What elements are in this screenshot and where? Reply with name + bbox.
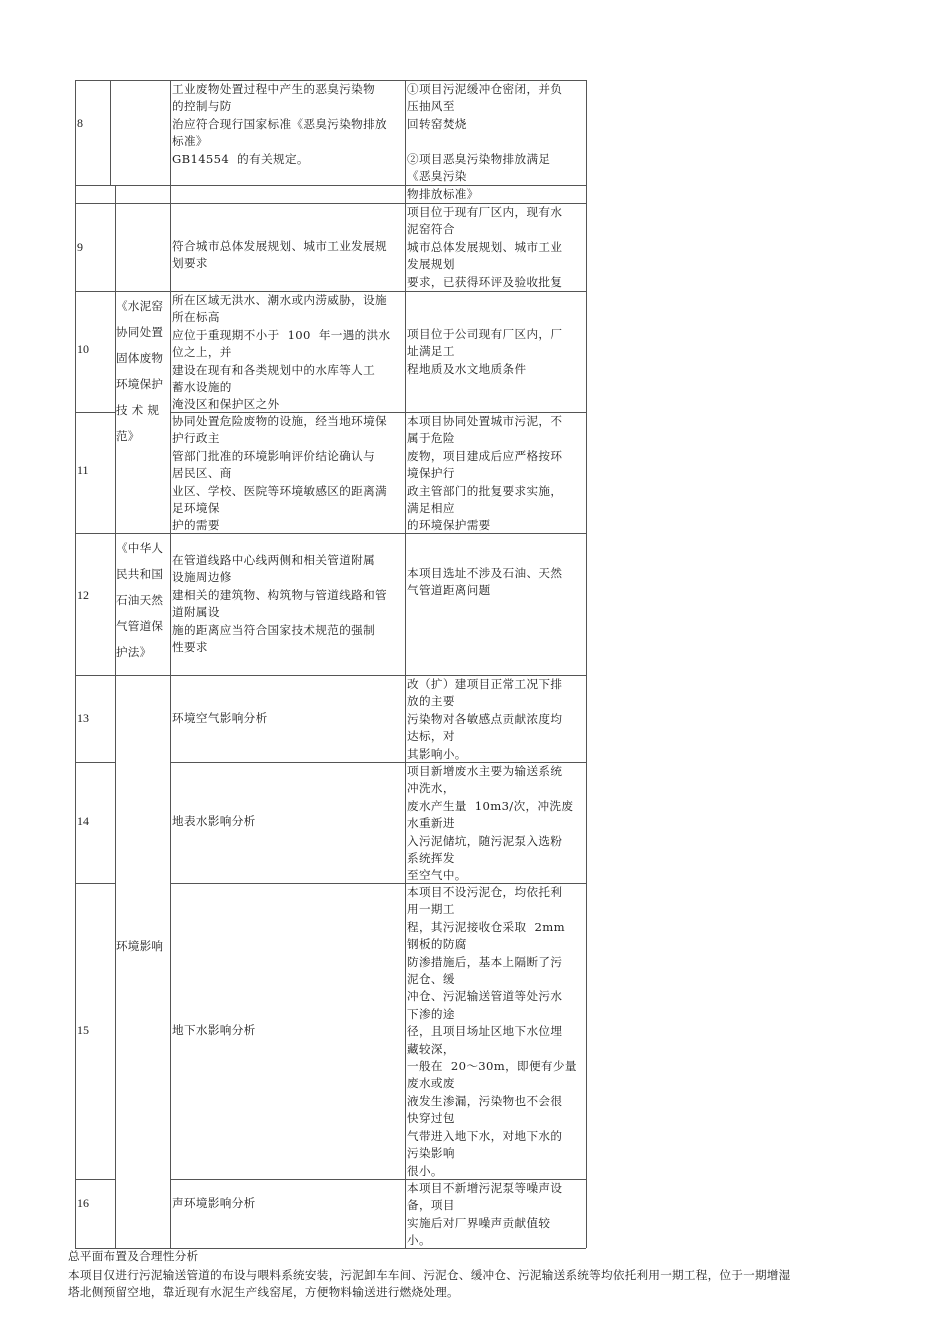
category-env-impact: 环境影响: [116, 939, 164, 953]
table-line: [75, 80, 76, 1248]
status-cell: 本项目选址不涉及石油、天然 气管道距离问题: [407, 566, 563, 598]
status-cell: ②项目恶臭污染物排放满足 《恶臭污染 物排放标准》: [407, 152, 551, 201]
row-number: 14: [77, 814, 89, 828]
table-line: [170, 80, 171, 1248]
requirement-cell: 地表水影响分析: [172, 814, 256, 828]
requirement-cell: 所在区域无洪水、潮水或内涝威胁，设施 所在标高 应位于重现期不小于 100 年一遇的洪水 位之上，并 建设在现有和各类规划中的水库等人工 蓄水设施的 淹没区和保护区之外: [172, 293, 391, 412]
row-number: 9: [77, 240, 83, 254]
row-number: 11: [77, 463, 89, 477]
status-cell: 本项目协同处置城市污泥，不 属于危险 废物，项目建成后应严格按环 境保护行 政主管部门的批复要求实施， 满足相应 的环境保护需要: [407, 414, 563, 533]
paragraph-line: 本项目仅进行污泥输送管道的布设与喂料系统安装，污泥卸车车间、污泥仓、缓冲仓、污泥输送系统等均依托利用一期工程，位于一期增湿: [68, 1268, 791, 1282]
row-number: 16: [77, 1196, 89, 1210]
requirement-cell: 符合城市总体发展规划、城市工业发展规 划要求: [172, 239, 387, 271]
status-cell: 本项目不新增污泥泵等噪声设 备，项目 实施后对厂界噪声贡献值较 小。: [407, 1181, 563, 1248]
paragraph-line: 塔北侧预留空地，靠近现有水泥生产线窑尾，方便物料输送进行燃烧处理。: [68, 1285, 459, 1299]
requirement-cell: 工业废物处置过程中产生的恶臭污染物 的控制与防 治应符合现行国家标准《恶臭污染物排放 标准》 GB14554 的有关规定。: [172, 82, 387, 166]
row-number: 8: [77, 116, 83, 130]
table-line: [405, 80, 406, 1248]
requirement-cell: 声环境影响分析: [172, 1196, 256, 1210]
table-line: [586, 80, 587, 1248]
requirement-cell: 在管道线路中心线两侧和相关管道附属 设施周边修 建相关的建筑物、构筑物与管道线路和管 道附属设 施的距离应当符合国家技术规范的强制 性要求: [172, 553, 387, 655]
requirement-cell: 协同处置危险废物的设施，经当地环境保 护行政主 管部门批准的环境影响评价结论确认与 居民区、商 业区、学校、医院等环境敏感区的距离满 足环境保 护的需要: [172, 414, 387, 533]
row-number: 12: [77, 588, 89, 602]
section-heading: 总平面布置及合理性分析: [68, 1249, 199, 1263]
table-line: [75, 412, 115, 413]
row-number: 15: [77, 1023, 89, 1037]
requirement-cell: 地下水影响分析: [172, 1023, 256, 1037]
status-cell: 项目位于公司现有厂区内，厂 址满足工 程地质及水文地质条件: [407, 327, 563, 376]
table-line: [75, 1179, 115, 1180]
status-cell: 项目位于现有厂区内，现有水 泥窑符合 城市总体发展规划、城市工业 发展规划 要求，已获得环评及验收批复: [407, 205, 563, 289]
category-cement-kiln-spec: 《水泥窑 协同处置 固体废物 环境保护 技 术 规 范》: [116, 299, 164, 443]
table-line: [110, 80, 111, 185]
category-pipeline-law: 《中华人 民共和国 石油天然 气管道保 护法》: [116, 541, 164, 659]
status-cell: 改（扩）建项目正常工况下排 放的主要 污染物对各敏感点贡献浓度均 达标，对 其影响小。: [407, 677, 563, 761]
status-cell: 项目新增废水主要为输送系统 冲洗水， 废水产生量 10m3/次，冲洗废 水重新进 入污泥储坑，随污泥泵入选粉 系统挥发 至空气中。: [407, 764, 574, 883]
row-number: 13: [77, 711, 89, 725]
status-cell: ①项目污泥缓冲仓密闭，并负 压抽风至 回转窑焚烧: [407, 82, 563, 131]
requirement-cell: 环境空气影响分析: [172, 711, 268, 725]
table-line: [75, 762, 115, 763]
status-cell: 本项目不设污泥仓，均依托利 用一期工 程，其污泥接收仓采取 2mm 钢板的防腐 防渗措施后，基本上隔断了污 泥仓、缓 冲仓、污泥输送管道等处污水 下渗的途 径，且项目场址区地下水位埋 藏较深， 一般在 20～30m，即便有少量 废水或废 液发生渗漏，污染物也不会很 快穿过包 气带进入地下水，对地下水的 污染影响 很小。: [407, 885, 577, 1178]
row-number: 10: [77, 342, 89, 356]
table-line: [75, 883, 115, 884]
